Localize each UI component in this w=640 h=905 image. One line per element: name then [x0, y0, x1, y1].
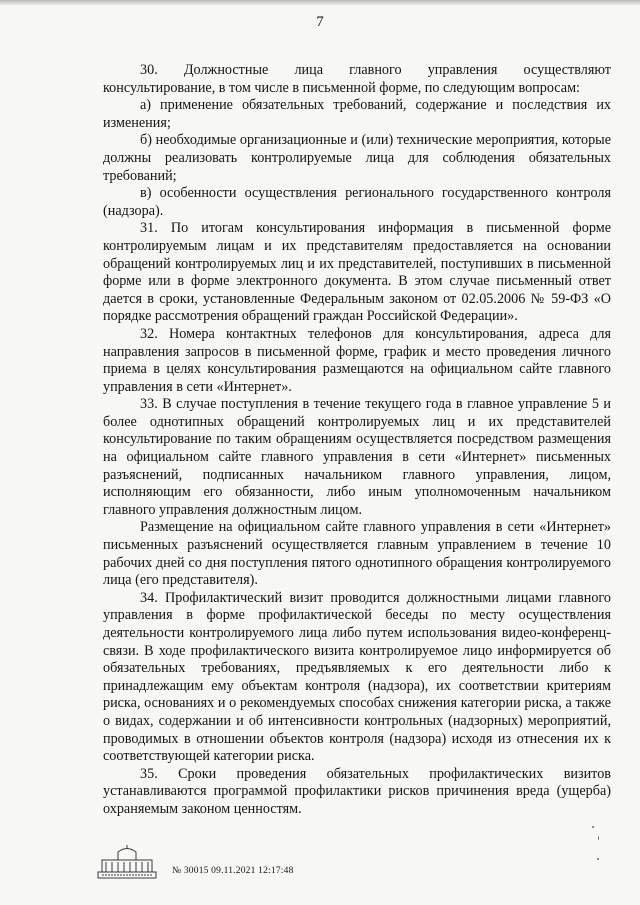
government-building-icon [96, 844, 158, 880]
paragraph-34: 34. Профилактический визит проводится должностными лицами главного управления в форме профилактической беседы по месту осуществления деятельности контролируемого лица либо путем использования видео-конференц-связи. В ходе профилактического визита контролируемое лицо информируется об обязательных требованиях, предъявляемых к его деятельности либо к принадлежащим ему объектам контроля (надзора), их соответствии критериям риска, основаниях и о рекомендуемых способах снижения категории риска, а также о видах, содержании и об интенсивности контрольных (надзорных) мероприятий, проводимых в отношении объектов контроля (надзора) исходя из отнесения их к соответствующей категории риска. [103, 589, 611, 765]
paragraph-32: 32. Номера контактных телефонов для консультирования, адреса для направления запросов в письменной форме, график и место проведения личного приема в целях консультирования размещаются на официальном сайте главного управления в сети «Интернет». [103, 325, 611, 395]
scan-speck [598, 836, 599, 840]
paragraph-31: 31. По итогам консультирования информация в письменной форме контролируемым лицам и их представителям предоставляется на основании обращений контролируемых лиц и их представителей, поступивших в письменной форме или в форме электронного документа. В этом случае письменный ответ дается в сроки, установленные Федеральным законом от 02.05.2006 № 59-ФЗ «О порядке рассмотрения обращений граждан Российской Федерации». [103, 220, 611, 325]
paragraph-33-continued: Размещение на официальном сайте главного управления в сети «Интернет» письменных разъяснений осуществляется главным управлением в течение 10 рабочих дней со дня поступления пятого однотипного обращения контролируемого лица (его представителя). [103, 519, 611, 589]
scan-speck [592, 826, 594, 828]
registration-stamp: № 30015 09.11.2021 12:17:48 [172, 866, 294, 876]
page-number: 7 [316, 14, 324, 30]
footer [96, 842, 516, 882]
paragraph-35: 35. Сроки проведения обязательных профилактических визитов устанавливаются программой профилактики рисков причинения вреда (ущерба) охраняемым законом ценностям. [103, 765, 611, 817]
paragraph-30-b: б) необходимые организационные и (или) технические мероприятия, которые должны реализовать контролируемые лица для соблюдения обязательных требований; [103, 132, 611, 184]
paragraph-30: 30. Должностные лица главного управления осуществляют консультирование, в том числе в письменной форме, по следующим вопросам: [103, 62, 611, 96]
paragraph-33: 33. В случае поступления в течение текущего года в главное управление 5 и более однотипных обращений контролируемых лиц и их представителей консультирование по таким обращениям осуществляется посредством размещения на официальном сайте главного управления в сети «Интернет» письменных разъяснений, подписанных начальником главного управления, лицом, исполняющим его обязанности, либо иным уполномоченным начальником главного управления должностным лицом. [103, 396, 611, 518]
document-body [103, 62, 611, 819]
scan-speck [597, 858, 599, 860]
paragraph-30-v: в) особенности осуществления регионального государственного контроля (надзора). [103, 185, 611, 219]
scan-edge [0, 0, 640, 6]
paragraph-30-a: а) применение обязательных требований, содержание и последствия их изменения; [103, 97, 611, 131]
